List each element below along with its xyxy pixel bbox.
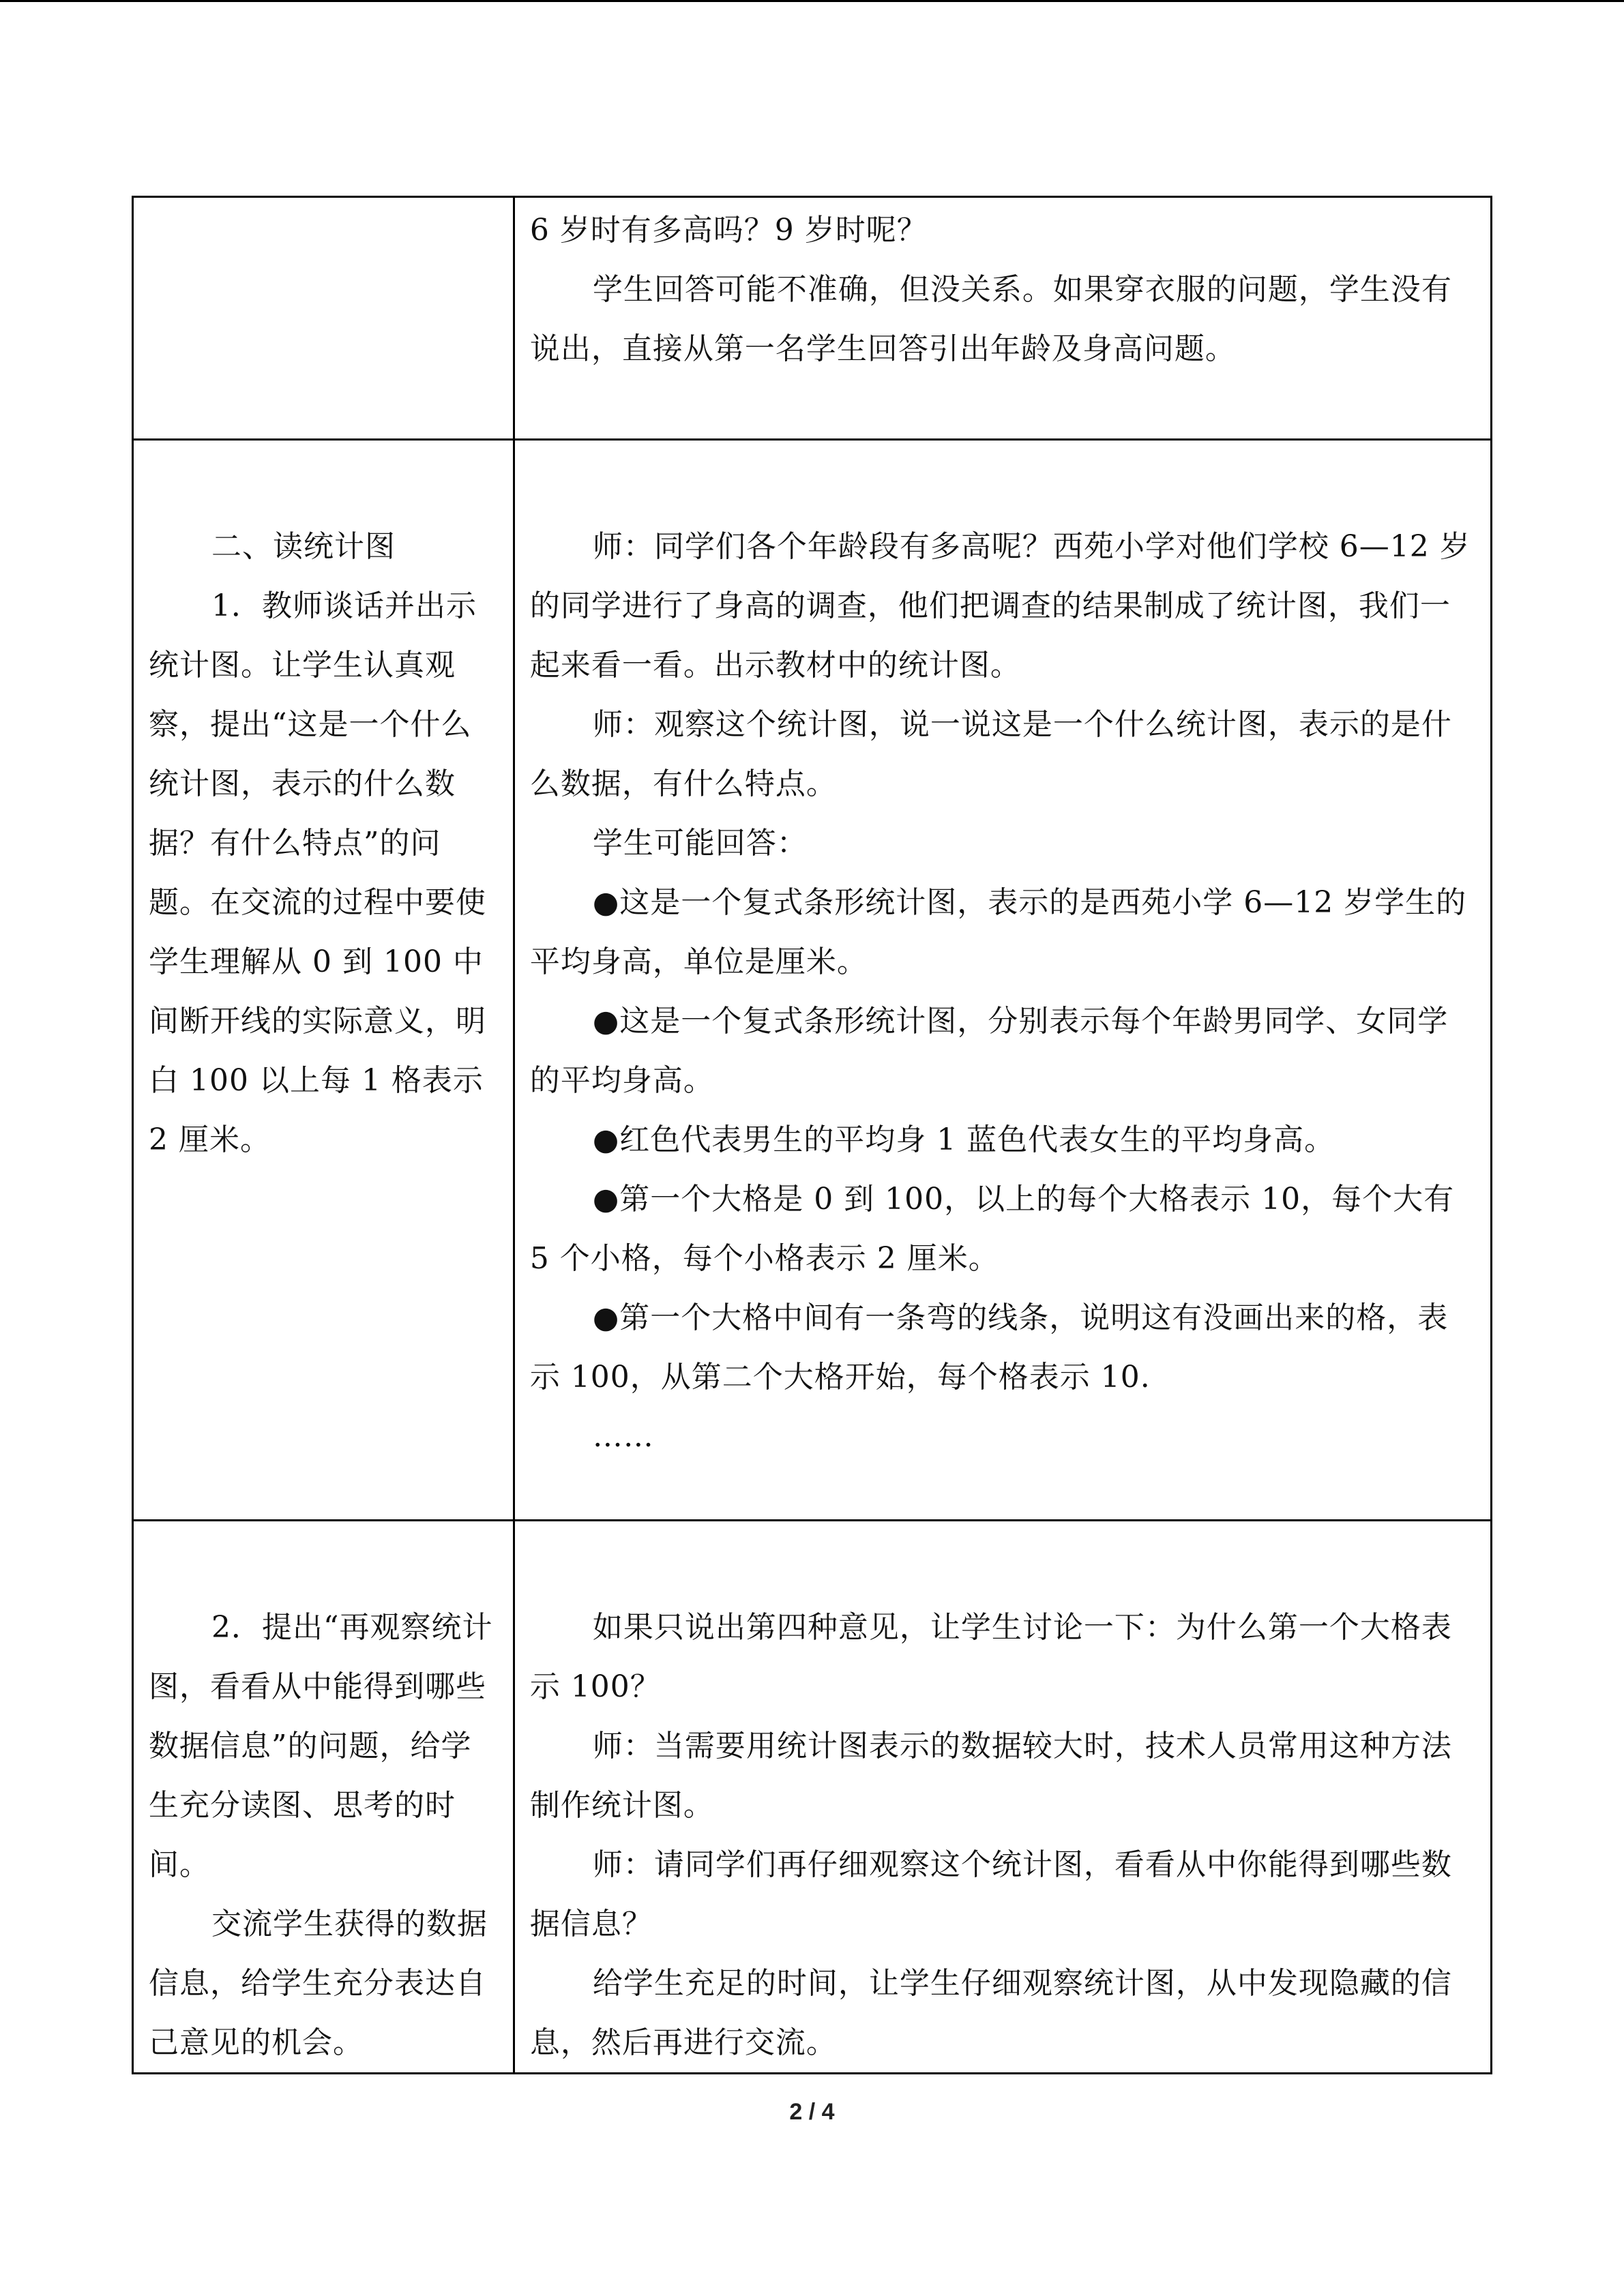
top-border-line [0, 0, 1624, 2]
paragraph: 6 岁时有多高吗？9 岁时呢？ [529, 213, 928, 248]
right-cell-content [515, 1521, 1490, 2072]
paragraph: 1．教师谈话并出示统计图。让学生认真观察，提出“这是一个什么统计图，表示的什么数据？有什么特点”的问题。在交流的过程中要使学生理解从 0 到 100 中间断开线的实际意义，明白 100 以上每 1 格表示 2 厘米。 [149, 588, 486, 1157]
right-cell [514, 440, 1491, 1521]
paragraph: ●红色代表男生的平均身 1 蓝色代表女生的平均身高。 [592, 1122, 1335, 1157]
table-row [133, 1521, 1492, 2074]
left-cell [133, 440, 514, 1521]
paragraph: ●这是一个复式条形统计图，表示的是西苑小学 6—12 岁学生的平均身高，单位是厘米。 [529, 885, 1467, 979]
paragraph: 学生可能回答： [592, 826, 808, 861]
paragraph: 学生回答可能不准确，但没关系。如果穿衣服的问题，学生没有说出，直接从第一名学生回答引出年龄及身高问题。 [529, 272, 1452, 366]
paragraph: 二、读统计图 [211, 529, 396, 564]
page-number: 2 / 4 [789, 2099, 835, 2125]
paragraph: 交流学生获得的数据信息，给学生充分表达自己意见的机会。 [149, 1907, 488, 2060]
left-cell-content [134, 1521, 513, 2072]
paragraph: 师：请同学们再仔细观察这个统计图，看看从中你能得到哪些数据信息？ [529, 1847, 1452, 1941]
right-cell-content [515, 441, 1490, 1466]
paragraph: 给学生充足的时间，让学生仔细观察统计图，从中发现隐藏的信息，然后再进行交流。 [529, 1966, 1452, 2060]
left-cell [133, 1521, 514, 2074]
right-cell-content [515, 198, 1490, 378]
paragraph: ●第一个大格中间有一条弯的线条，说明这有没画出来的格，表示 100，从第二个大格开始，每个格表示 10. [529, 1300, 1449, 1395]
right-cell [514, 197, 1491, 440]
left-cell [133, 197, 514, 440]
paragraph: 如果只说出第四种意见，让学生讨论一下：为什么第一个大格表示 100？ [529, 1610, 1452, 1704]
paragraph: …… [592, 1419, 654, 1454]
paragraph: ●这是一个复式条形统计图，分别表示每个年龄男同学、女同学的平均身高。 [529, 1004, 1449, 1098]
right-cell [514, 1521, 1491, 2074]
paragraph: ●第一个大格是 0 到 100，以上的每个大格表示 10，每个大有 5 个小格，每个小格表示 2 厘米。 [529, 1182, 1455, 1276]
paragraph: 师：同学们各个年龄段有多高呢？西苑小学对他们学校 6—12 岁的同学进行了身高的调查，他们把调查的结果制成了统计图，我们一起来看一看。出示教材中的统计图。 [529, 529, 1471, 683]
paragraph: 2．提出“再观察统计图，看看从中能得到哪些数据信息”的问题，给学生充分读图、思考的时间。 [149, 1610, 493, 1882]
paragraph: 师：当需要用统计图表示的数据较大时，技术人员常用这种方法制作统计图。 [529, 1729, 1452, 1823]
table-row [133, 440, 1492, 1521]
paragraph: 师：观察这个统计图，说一说这是一个什么统计图，表示的是什么数据，有什么特点。 [529, 707, 1452, 801]
lesson-plan-table [132, 196, 1492, 2074]
left-cell-content [134, 441, 513, 1169]
table-row [133, 197, 1492, 440]
